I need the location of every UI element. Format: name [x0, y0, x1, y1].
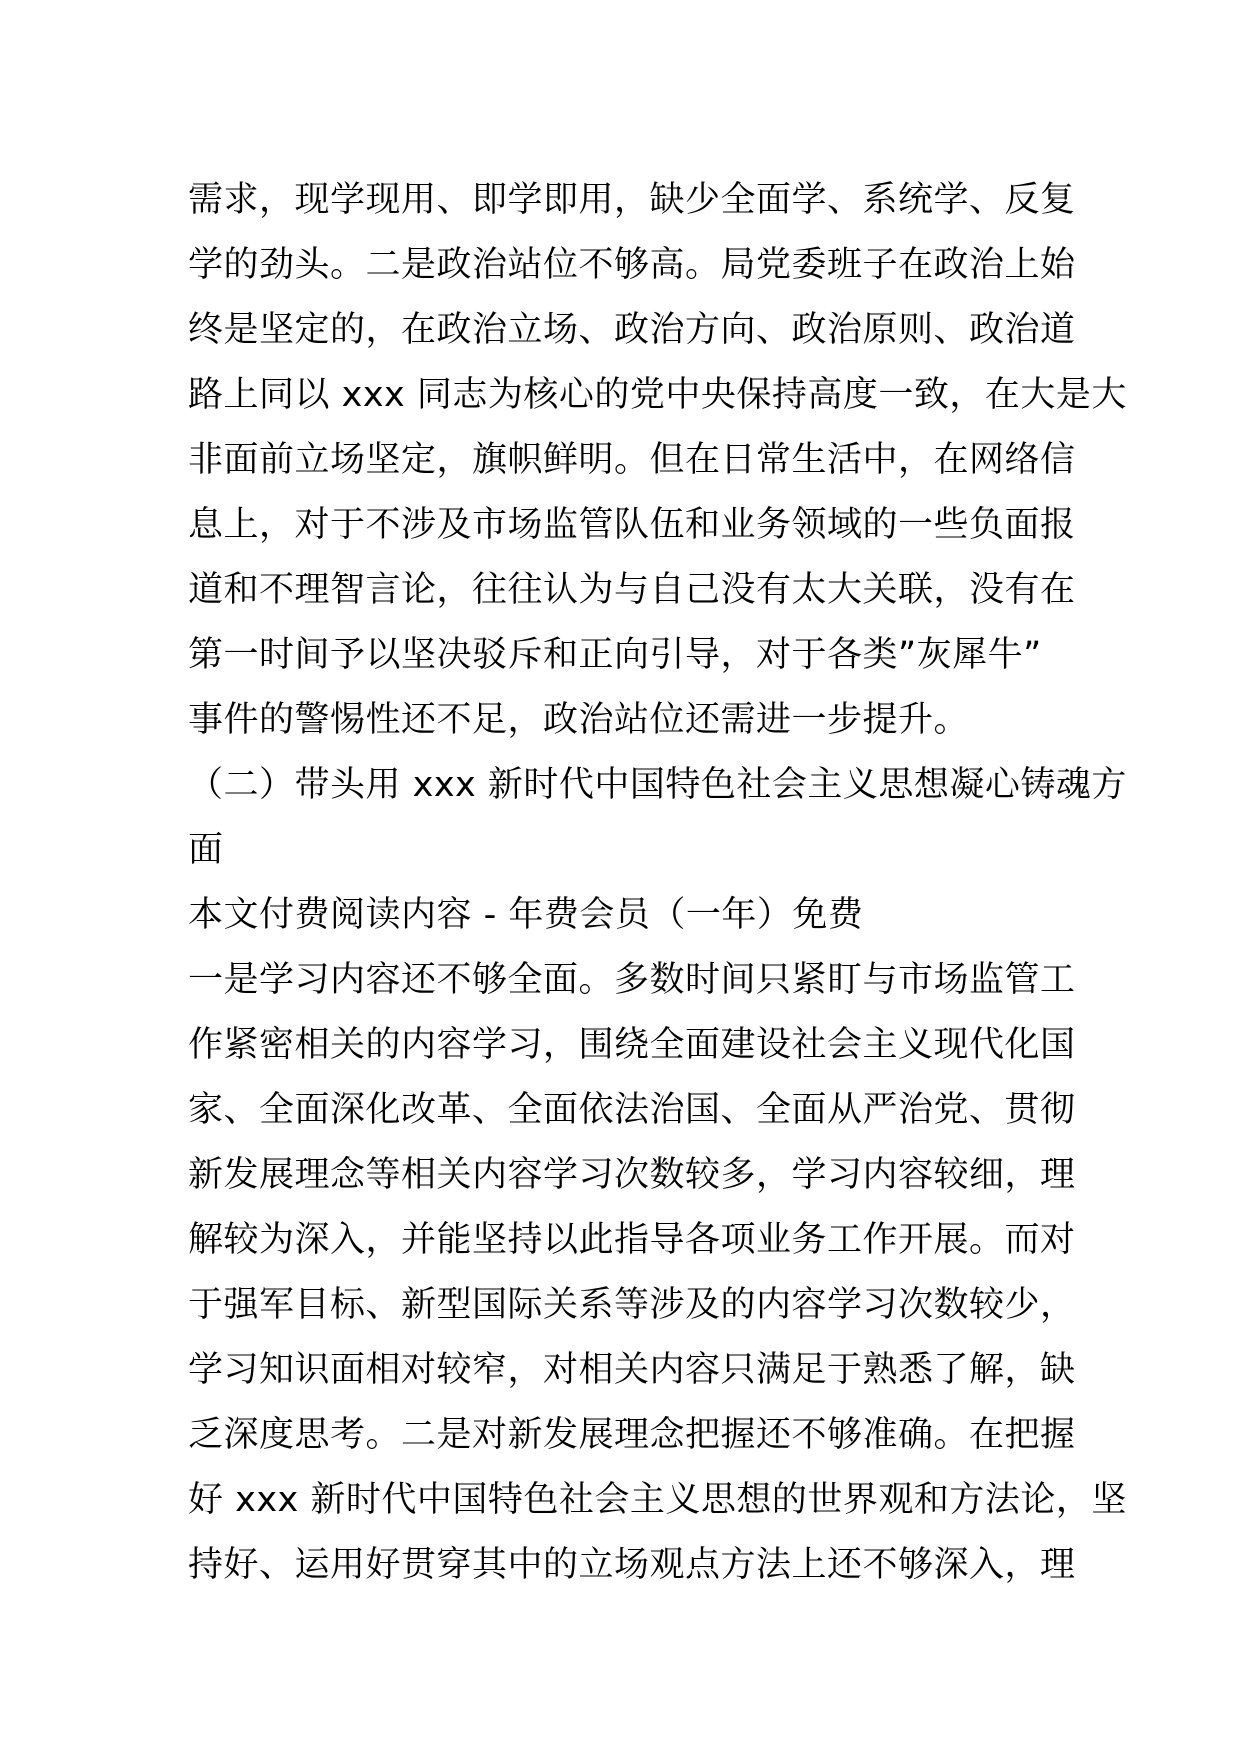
text-line: 于强军目标、新型国际关系等涉及的内容学习次数较少，: [188, 1285, 1076, 1325]
text-line: 持好、运用好贯穿其中的立场观点方法上还不够深入，理: [188, 1545, 1076, 1585]
text-line: 解较为深入，并能坚持以此指导各项业务工作开展。而对: [188, 1220, 1076, 1260]
text-line: 道和不理智言论，往往认为与自己没有太大关联，没有在: [188, 570, 1076, 610]
text-line: 好 xxx 新时代中国特色社会主义思想的世界观和方法论，坚: [188, 1480, 1127, 1520]
document-body: [188, 168, 1127, 1598]
text-line: 一是学习内容还不够全面。多数时间只紧盯与市场监管工: [188, 960, 1076, 1000]
text-line: 作紧密相关的内容学习，围绕全面建设社会主义现代化国: [188, 1025, 1076, 1065]
text-line: 非面前立场坚定，旗帜鲜明。但在日常生活中，在网络信: [188, 440, 1076, 480]
text-line: 新发展理念等相关内容学习次数较多，学习内容较细，理: [188, 1155, 1076, 1195]
text-line: 学习知识面相对较窄，对相关内容只满足于熟悉了解，缺: [188, 1350, 1076, 1390]
text-line: 第一时间予以坚决驳斥和正向引导，对于各类”灰犀牛”: [188, 635, 1042, 675]
paid-content-notice: 本文付费阅读内容 - 年费会员（一年）免费: [188, 895, 864, 935]
text-line: 家、全面深化改革、全面依法治国、全面从严治党、贯彻: [188, 1090, 1076, 1130]
text-line: 终是坚定的，在政治立场、政治方向、政治原则、政治道: [188, 310, 1076, 350]
text-line: 路上同以 xxx 同志为核心的党中央保持高度一致，在大是大: [188, 375, 1127, 415]
text-line: 乏深度思考。二是对新发展理念把握还不够准确。在把握: [188, 1415, 1076, 1455]
text-line: 息上，对于不涉及市场监管队伍和业务领域的一些负面报: [188, 505, 1076, 545]
text-line: 事件的警惕性还不足，政治站位还需进一步提升。: [188, 700, 970, 740]
section-heading-line: 面: [188, 830, 224, 870]
text-line: 需求，现学现用、即学即用，缺少全面学、系统学、反复: [188, 180, 1076, 220]
section-heading-line: （二）带头用 xxx 新时代中国特色社会主义思想凝心铸魂方: [188, 765, 1127, 805]
text-line: 学的劲头。二是政治站位不够高。局党委班子在政治上始: [188, 245, 1076, 285]
